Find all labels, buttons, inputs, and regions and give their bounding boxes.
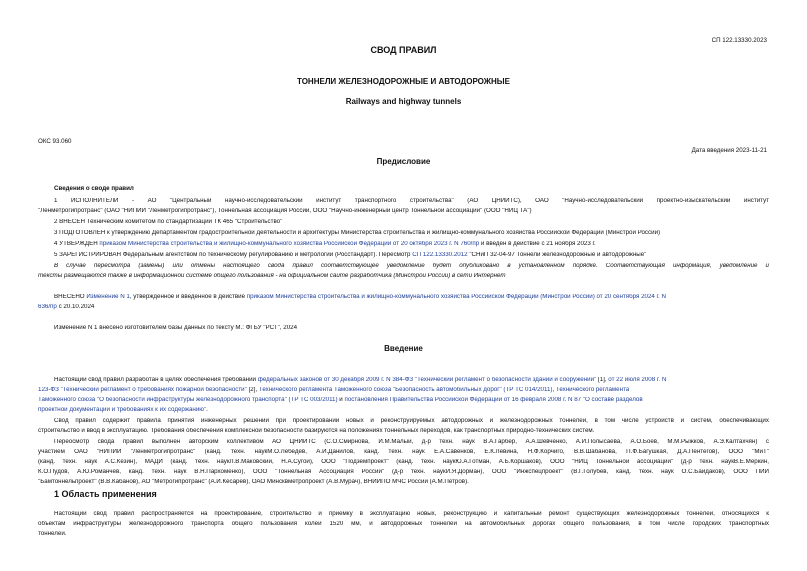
foreword-subheading: Сведения о своде правил	[54, 185, 134, 192]
sp-2012-link[interactable]: СП 122.13330.2012	[412, 252, 468, 258]
section-1-line-c: тоннелей.	[38, 531, 67, 537]
item-4-prefix: 4 УТВЕРЖДЕН	[54, 241, 100, 247]
doc-title-ru: ТОННЕЛИ ЖЕЛЕЗНОДОРОЖНЫЕ И АВТОДОРОЖНЫЕ	[297, 77, 510, 86]
intro-p3-line-d: К.О.Пудов, А.Ю.Романчев, канд. техн. наук В.Н.Пархоменко), ООО "Тоннельная Ассоциация России" (д-р техн. наукИ.Я.Дорман), ООО "Инжспецпроект" (В.Г.Голубев, канд. техн. наук О.С.Байдаков), ООО ПИИ	[38, 469, 769, 475]
intro-p3-line-c: (канд. техн. наук А.С.Кезин), МАДИ (канд. техн. наукЛ.В.Маковский, Н.А.Сугой), ООО "Подземпроект" (канд. техн. наукЮ.А.Готман, А.Б.Коршаков), ООО "НИЦ Тоннельной ассоциации" (д-р техн. наукВ.Е.Меркин,	[38, 459, 769, 465]
comma-sep: ,	[552, 387, 556, 393]
amendment-line-b	[38, 304, 769, 310]
revision-notice-line-b: тексты размещаются также в информационной системе общего пользования - на официальном сайте разработчика (Минстрой России) в сети Интернет	[38, 273, 506, 279]
intro-p3-line-e: "Бамтоннельпроект" (В.В.Кабанов), АО "Метрогипротранс" (А.И.Кесарев), ОАО Минсквметропроект (А.В.Мурач), ВНИИПО МЧС России (А.М.Петров).	[38, 479, 469, 485]
intro-p1-line-d	[38, 407, 769, 413]
amendment-order-link[interactable]: приказом Министерства строительства и жилищно-коммунального хозяйства Российской Федерации (Минстрой России) от 20 сентября 2024 г. N	[246, 294, 666, 300]
revision-notice-line-a: В случае пересмотра (замены) или отмены настоящего свода правил соответствующее уведомление будет опубликовано в установленном порядке. Соответствующая информация, уведомление и	[54, 263, 769, 269]
intro-p1-line-a	[54, 377, 769, 383]
foreword-item-1-line-a: 1 ИСПОЛНИТЕЛИ - АО "Центральный научно-исследовательский институт транспортного строительства" (АО ЦНИИТС), ОАО "Научно-исследовательский проектно-изыскательский институт	[54, 198, 769, 204]
amendment-note: Изменение N 1 внесено изготовителем базы данных по тексту М.: ФГБУ "РСТ", 2024	[54, 325, 298, 331]
amendment-line-a	[54, 294, 785, 300]
intro-p3-line-b: участием ОАО "НИПИИ "Ленметрогипротранс" (канд. техн. наукМ.О.Лебедев, А.И.Данилов, канд. техн. наук Е.А.Савенков, Е.К.Левина, Н.Ф.Корчиго, В.В.Шабанова, П.Ф.Багушкая, Д.А.Пентегов), ООО "МиТ"	[38, 449, 769, 455]
item-5-prefix: 5 ЗАРЕГИСТРИРОВАН Федеральным агентством по техническому регулированию и метрологии (Росстандарт). Пересмотр	[54, 252, 413, 258]
section-1-line-b: объектам инфраструктуры железнодорожного транспорта общего пользования колеи 1520 мм, и автодорожных тоннелей на автомобильных дорогах общего пользования, в том числе городских транспортных	[38, 521, 769, 527]
amendment-mid: , утвержденное и введенное в действие	[129, 294, 247, 300]
introduction-date: Дата введения 2023-11-21	[691, 147, 767, 154]
tr-ts-014-link[interactable]: Технического регламента Таможенного союза "Безопасность автомобильных дорог" (ТР ТС 014/2011)	[258, 387, 553, 393]
and-sep: и	[337, 397, 345, 403]
section-1-heading: 1 Область применения	[54, 489, 157, 499]
amendment-order-number-link[interactable]: 636/пр	[38, 304, 57, 310]
foreword-item-2: 2 ВНЕСЕН Техническим комитетом по стандартизации ТК 465 "Строительство"	[54, 219, 283, 225]
foreword-heading: Предисловие	[376, 157, 431, 166]
law-384-link[interactable]: федеральных законов от 30 декабря 2009 г. N 384-ФЗ "Технический регламент о безопасности зданий и сооружений"	[257, 377, 597, 383]
section-1-line-a: Настоящий свод правил распространяется на проектирование, строительство и приемку в эксплуатацию новых, реконструкцию и капитальный ремонт существующих железнодорожных тоннелей, относящихся к	[54, 511, 769, 517]
ref-1: [1],	[596, 377, 609, 383]
intro-p2-line-a: Свод правил содержит правила принятия инженерных решений при проектировании новых и реконструируемых автодорожных и железнодорожных тоннелей, в том числе устройств и систем, обеспечивающих	[54, 418, 769, 424]
oks-code: ОКС 93.060	[38, 138, 72, 145]
document-code: СП 122.13330.2023	[711, 37, 767, 44]
introduction-heading: Введение	[384, 344, 423, 353]
intro-p1-prefix: Настоящий свод правил разработан в целях обеспечения требований	[54, 377, 258, 383]
intro-p3-line-a: Переосмотр свода правил выполнен авторским коллективом АО ЦНИИТС (С.О.Смирнова, И.М.Малый, д-р техн. наук В.А.Гарбер, А.А.Шевченко, А.И.Полысаева, А.О.Боев, М.М.Рыжков, А.Э.Калтахчян) с	[54, 439, 769, 445]
foreword-item-1-line-b: "Ленметрогипротранс" (ОАО "НИПИИ "Ленметрогипротранс"), Тоннельная ассоциация России, ООО "Научно-инженерный центр Тоннельной ассоциации" (ООО "НИЦ ТА")	[38, 208, 532, 214]
doc-title-en: Railways and highway tunnels	[345, 97, 462, 106]
law-123-link-end[interactable]: 123-ФЗ "Технический регламент о требованиях пожарной безопасности"	[38, 387, 247, 393]
item-5-suffix: "СНиП 32-04-97 Тоннели железнодорожные и автодорожные"	[467, 252, 647, 258]
item-4-suffix: и введен в действие с 21 ноября 2023 г.	[479, 241, 596, 247]
foreword-item-4	[54, 241, 785, 247]
amendment-date: с 20.10.2024	[56, 304, 95, 310]
foreword-item-3: 3 ПОДГОТОВЛЕН к утверждению Департаментом градостроительной деятельности и архитектуры Министерства строительства и жилищно-коммунального хозяйства Российской Федерации (Минстрой России)	[54, 230, 661, 236]
amendment-1-link[interactable]: Изменение N 1	[86, 294, 130, 300]
ref-2: [2],	[246, 387, 259, 393]
period: .	[206, 407, 208, 413]
intro-p1-line-b	[38, 387, 769, 393]
tr-ts-003-link-start[interactable]: Технического регламента	[555, 387, 630, 393]
intro-p1-line-c	[38, 397, 769, 403]
approval-order-link[interactable]: приказом Министерства строительства и жилищно-коммунального хозяйства Российской Федерации от 20 октября 2023 г. N 760/пр	[99, 241, 480, 247]
doc-title: СВОД ПРАВИЛ	[370, 45, 437, 55]
tr-ts-003-link-end[interactable]: Таможенного союза "О безопасности инфраструктуры железнодорожного транспорта" (ТР ТС 003/2011)	[38, 397, 338, 403]
intro-p2-line-b: строительство и ввод в эксплуатацию. Требования обеспечения комплексной безопасности базируются на положениях тоннельных переходов, как транспортных природно-технических систем.	[38, 428, 595, 434]
law-123-link-start[interactable]: от 22 июля 2008 г. N	[608, 377, 667, 383]
amendment-prefix: ВНЕСЕНО	[54, 294, 87, 300]
decree-87-link-end[interactable]: проектной документации и требованиях к их содержанию"	[38, 407, 207, 413]
foreword-item-5	[54, 252, 785, 258]
decree-87-link-start[interactable]: постановления Правительства Российской Федерации от 16 февраля 2008 г. N 87 "О составе разделов	[344, 397, 643, 403]
